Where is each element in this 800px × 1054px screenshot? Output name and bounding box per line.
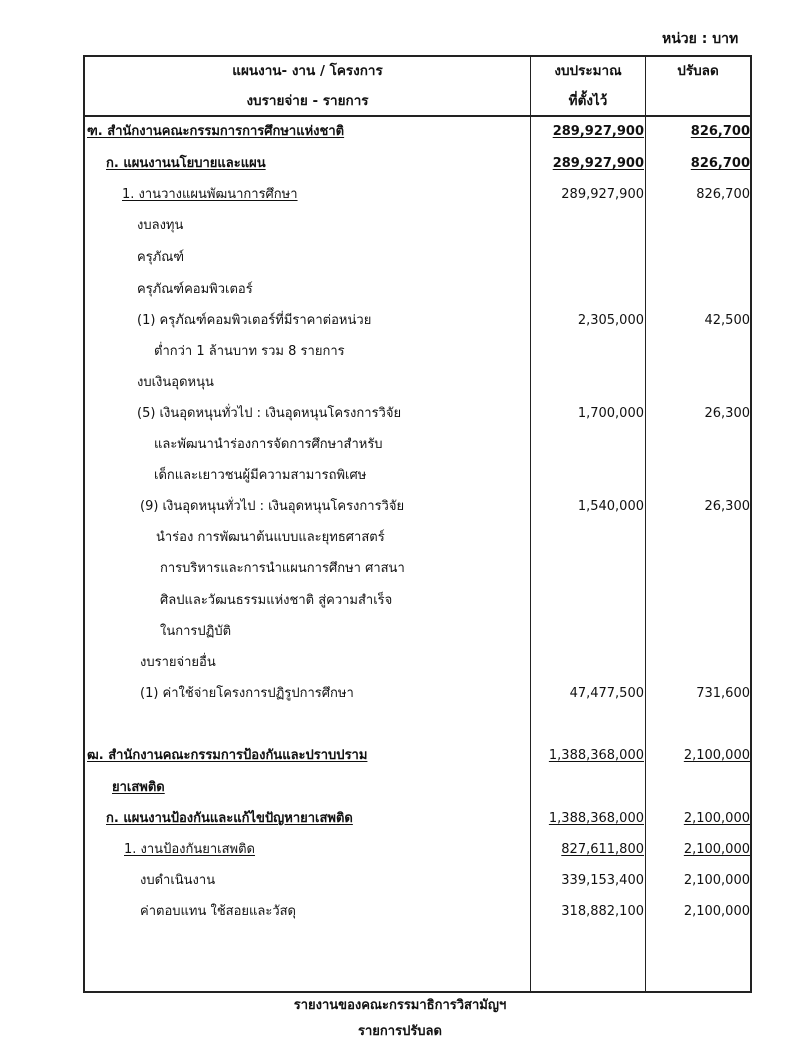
row-budget: 1,700,000 xyxy=(577,406,644,421)
header-col1-line2: งบรายจ่าย - รายการ xyxy=(246,93,369,109)
row-label: นำร่อง การพัฒนาต้นแบบและยุทธศาสตร์ xyxy=(156,530,385,545)
row-label: งบดำเนินงาน xyxy=(140,873,216,888)
row-label: งบเงินอุดหนุน xyxy=(137,375,214,390)
row-label: ครุภัณฑ์ xyxy=(137,250,185,265)
row-budget: 339,153,400 xyxy=(561,873,644,888)
row-label: เด็กและเยาวชนผู้มีความสามารถพิเศษ xyxy=(154,468,367,483)
row-budget: 289,927,900 xyxy=(561,187,644,202)
row-label: 1. งานป้องกันยาเสพติด xyxy=(124,842,255,857)
row-cut: 2,100,000 xyxy=(683,873,750,888)
row-label: ยาเสพติด xyxy=(112,780,165,795)
row-label: ศิลปและวัฒนธรรมแห่งชาติ สู่ความสำเร็จ xyxy=(160,593,393,608)
row-label: (5) เงินอุดหนุนทั่วไป : เงินอุดหนุนโครงการวิจัย xyxy=(137,406,402,421)
row-budget: 318,882,100 xyxy=(561,904,644,919)
header-col2-line2: ที่ตั้งไว้ xyxy=(568,93,608,109)
row-budget: 47,477,500 xyxy=(569,686,644,701)
row-label: ต่ำกว่า 1 ล้านบาท รวม 8 รายการ xyxy=(154,344,345,359)
table-border-top xyxy=(83,55,752,57)
footer-report-title: รายงานของคณะกรรมาธิการวิสามัญฯ xyxy=(293,998,507,1013)
row-cut: 731,600 xyxy=(696,686,750,701)
column-divider-cut xyxy=(645,55,646,993)
header-col3: ปรับลด xyxy=(677,63,719,79)
row-label: การบริหารและการนำแผนการศึกษา ศาสนา xyxy=(160,561,405,576)
table-border-right xyxy=(750,55,752,993)
footer-subtitle: รายการปรับลด xyxy=(358,1024,442,1039)
row-label: ก. แผนงานป้องกันและแก้ไขปัญหายาเสพติด xyxy=(106,811,353,826)
row-label: ครุภัณฑ์คอมพิวเตอร์ xyxy=(137,282,253,297)
row-label: ฑ. สำนักงานคณะกรรมการการศึกษาแห่งชาติ xyxy=(87,124,345,139)
header-divider xyxy=(83,115,752,117)
row-cut: 2,100,000 xyxy=(683,811,750,826)
row-label: 1. งานวางแผนพัฒนาการศึกษา xyxy=(122,187,298,202)
row-budget: 289,927,900 xyxy=(552,124,644,139)
row-budget: 827,611,800 xyxy=(561,842,644,857)
row-cut: 2,100,000 xyxy=(683,904,750,919)
row-cut: 2,100,000 xyxy=(683,842,750,857)
row-label: ฒ. สำนักงานคณะกรรมการป้องกันและปราบปราม xyxy=(87,748,368,763)
row-label: ค่าตอบแทน ใช้สอยและวัสดุ xyxy=(140,904,296,919)
row-label: (1) ครุภัณฑ์คอมพิวเตอร์ที่มีราคาต่อหน่วย xyxy=(137,313,372,328)
row-budget: 1,540,000 xyxy=(577,499,644,514)
row-cut: 826,700 xyxy=(690,124,750,139)
row-cut: 26,300 xyxy=(704,406,750,421)
row-label: ก. แผนงานนโยบายและแผน xyxy=(106,156,266,171)
row-label: ในการปฏิบัติ xyxy=(160,624,232,639)
row-cut: 2,100,000 xyxy=(683,748,750,763)
header-col2-line1: งบประมาณ xyxy=(554,63,622,79)
row-label: (1) ค่าใช้จ่ายโครงการปฏิรูปการศึกษา xyxy=(140,686,354,701)
header-col1-line1: แผนงาน- งาน / โครงการ xyxy=(232,63,383,79)
row-cut: 26,300 xyxy=(704,499,750,514)
row-label: และพัฒนานำร่องการจัดการศึกษาสำหรับ xyxy=(154,437,383,452)
row-cut: 826,700 xyxy=(690,156,750,171)
row-label: (9) เงินอุดหนุนทั่วไป : เงินอุดหนุนโครงการวิจัย xyxy=(140,499,405,514)
row-budget: 2,305,000 xyxy=(577,313,644,328)
table-border-bottom xyxy=(83,991,752,993)
unit-label: หน่วย : บาท xyxy=(662,31,739,47)
column-divider-budget xyxy=(530,55,531,993)
row-label: งบลงทุน xyxy=(137,218,184,233)
row-cut: 42,500 xyxy=(704,313,750,328)
row-budget: 1,388,368,000 xyxy=(548,811,644,826)
table-border-left xyxy=(83,55,85,993)
row-cut: 826,700 xyxy=(696,187,750,202)
row-label: งบรายจ่ายอื่น xyxy=(140,655,216,670)
row-budget: 289,927,900 xyxy=(552,156,644,171)
row-budget: 1,388,368,000 xyxy=(548,748,644,763)
